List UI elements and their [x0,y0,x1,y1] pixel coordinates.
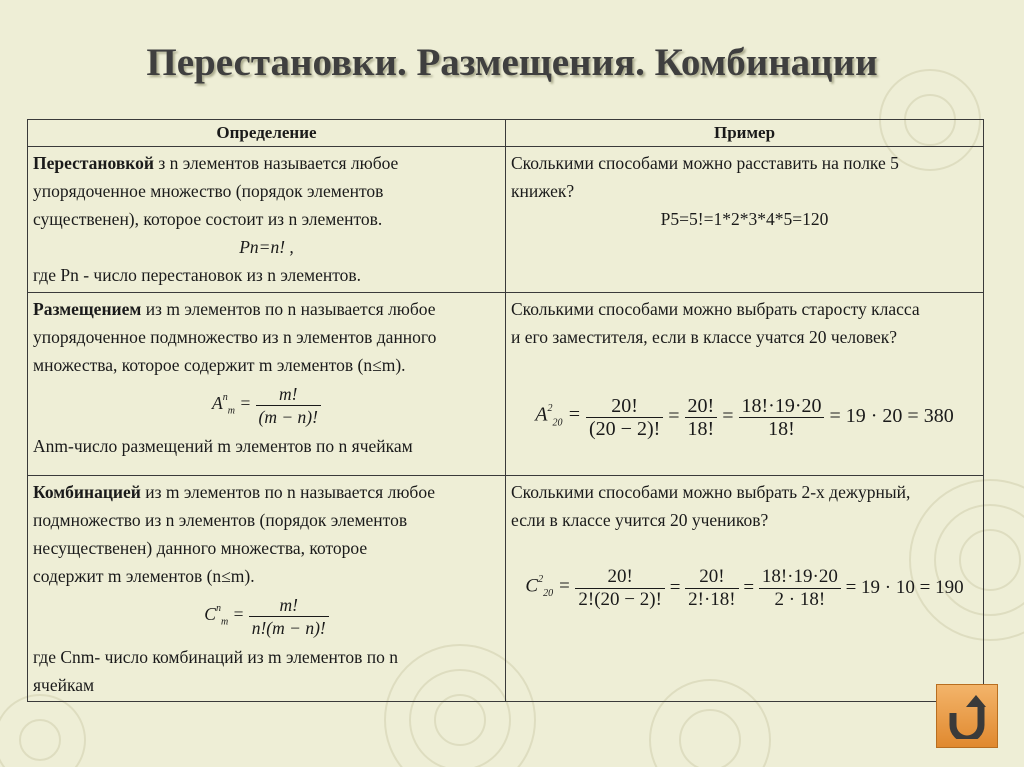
arrangements-formula: $A^n_m$ = $\frac{m!}{(m - n)!}$ [33,383,500,428]
comb-ex-f3-num: 18!·19·20 [759,566,841,589]
arr-ex-f3-num: 18!·19·20 [739,395,825,418]
combinations-def-line3: несущественен) данного множества, которое [33,538,368,558]
arr-ex-f3-den: 18! [768,418,795,440]
arrangements-formula-den: (m − n)! [258,407,318,427]
return-arrow-icon [947,693,987,739]
arrangements-example-line2: и его заместителя, если в классе учатся 20 человек? [511,327,898,347]
permutations-example-line2: книжек? [511,181,575,201]
arr-ex-f2-den: 18! [687,418,715,440]
combinations-note-line1: где Cnm- число комбинаций из m элементов по n [33,647,398,667]
combinations-example-line2: если в классе учится 20 учеников? [511,510,769,530]
permutations-example-formula: P5=5!=1*2*3*4*5=120 [660,209,829,229]
table-row-permutations [28,147,984,293]
table-header-row [28,120,984,147]
permutations-def-line3: существенен), которое состоит из n элементов. [33,209,383,229]
combinations-example [506,476,984,702]
arr-ex-f1-den: (20 − 2)! [589,418,661,440]
comb-ex-f2-den: 2!·18! [688,589,736,610]
combinations-formula-num: m! [249,594,329,617]
arr-ex-result: = 19 · 20 = 380 [829,405,954,428]
permutations-term: Перестановкой [33,153,154,173]
arrangements-term: Размещением [33,299,142,319]
combinations-definition [28,476,506,702]
permutations-def-line2: упорядоченное множество (порядок элементов [33,181,384,201]
permutations-example [506,147,984,293]
combinations-note-line2: ячейкам [33,675,95,695]
arrangements-example [506,293,984,476]
arrangements-note: Anm-число размещений m элементов по n ячейкам [33,436,413,456]
comb-ex-f1-den: 2!(20 − 2)! [578,589,662,610]
comb-ex-f1-num: 20! [575,566,665,589]
arrangements-def-line3: множества, которое содержит m элементов (n≤m). [33,355,406,375]
header-example: Пример [506,120,984,147]
comb-ex-result: = 19 · 10 = 190 [845,576,964,598]
combinations-term: Комбинацией [33,482,141,502]
combinations-def-line2: подмножество из n элементов (порядок элементов [33,510,408,530]
arr-ex-f2-num: 20! [685,395,718,418]
table-row-combinations [28,476,984,702]
permutations-example-line1: Сколькими способами можно расставить на полке 5 [511,153,899,173]
arrangements-def-line2: упорядоченное подмножество из n элементов данного [33,327,437,347]
permutations-formula: Pn=n! , [239,237,294,257]
permutations-definition [28,147,506,293]
table-row-arrangements [28,293,984,476]
comb-ex-f2-num: 20! [685,566,738,589]
header-definition: Определение [28,120,506,147]
arrangements-def-line1: из m элементов по n называется любое [141,299,436,319]
formulas-table [27,119,984,702]
arrangements-definition [28,293,506,476]
combinations-formula: $C^n_m$ = $\frac{m!}{n!(m - n)!}$ [33,594,500,639]
combinations-example-formula: $C^2_{20}$ = $\frac{20!}{2!(20 - 2)!}$ = $\frac{20!}{2!\cdot 18!}$ = $\frac{18!\cdot 19\cdot 20}{2 \cdot 18!}$ = 19 · 10 = 190 [525,566,964,610]
arr-ex-f1-num: 20! [586,395,663,418]
arrangements-formula-num: m! [256,383,321,406]
return-button[interactable] [936,684,998,748]
comb-ex-f3-den: 2 · 18! [774,589,826,610]
permutations-note: где Pn - число перестановок из n элементов. [33,265,362,285]
arrangements-example-line1: Сколькими способами можно выбрать старосту класса [511,299,920,319]
combinations-def-line1: из m элементов по n называется любое [140,482,436,502]
permutations-def-line1: з n элементов называется любое [153,153,399,173]
combinations-example-line1: Сколькими способами можно выбрать 2-х дежурный, [511,482,911,502]
arrangements-example-formula: $A^2_{20}$ = $\frac{20!}{(20 - 2)!}$ = $\frac{20!}{18!}$ = $\frac{18!\cdot 19\cdot 20}{18!}$ = 19 · 20 = 380 [535,395,954,440]
combinations-formula-den: n!(m − n)! [251,618,326,638]
combinations-def-line4: содержит m элементов (n≤m). [33,566,255,586]
page-title: Перестановки. Размещения. Комбинации [146,41,878,84]
